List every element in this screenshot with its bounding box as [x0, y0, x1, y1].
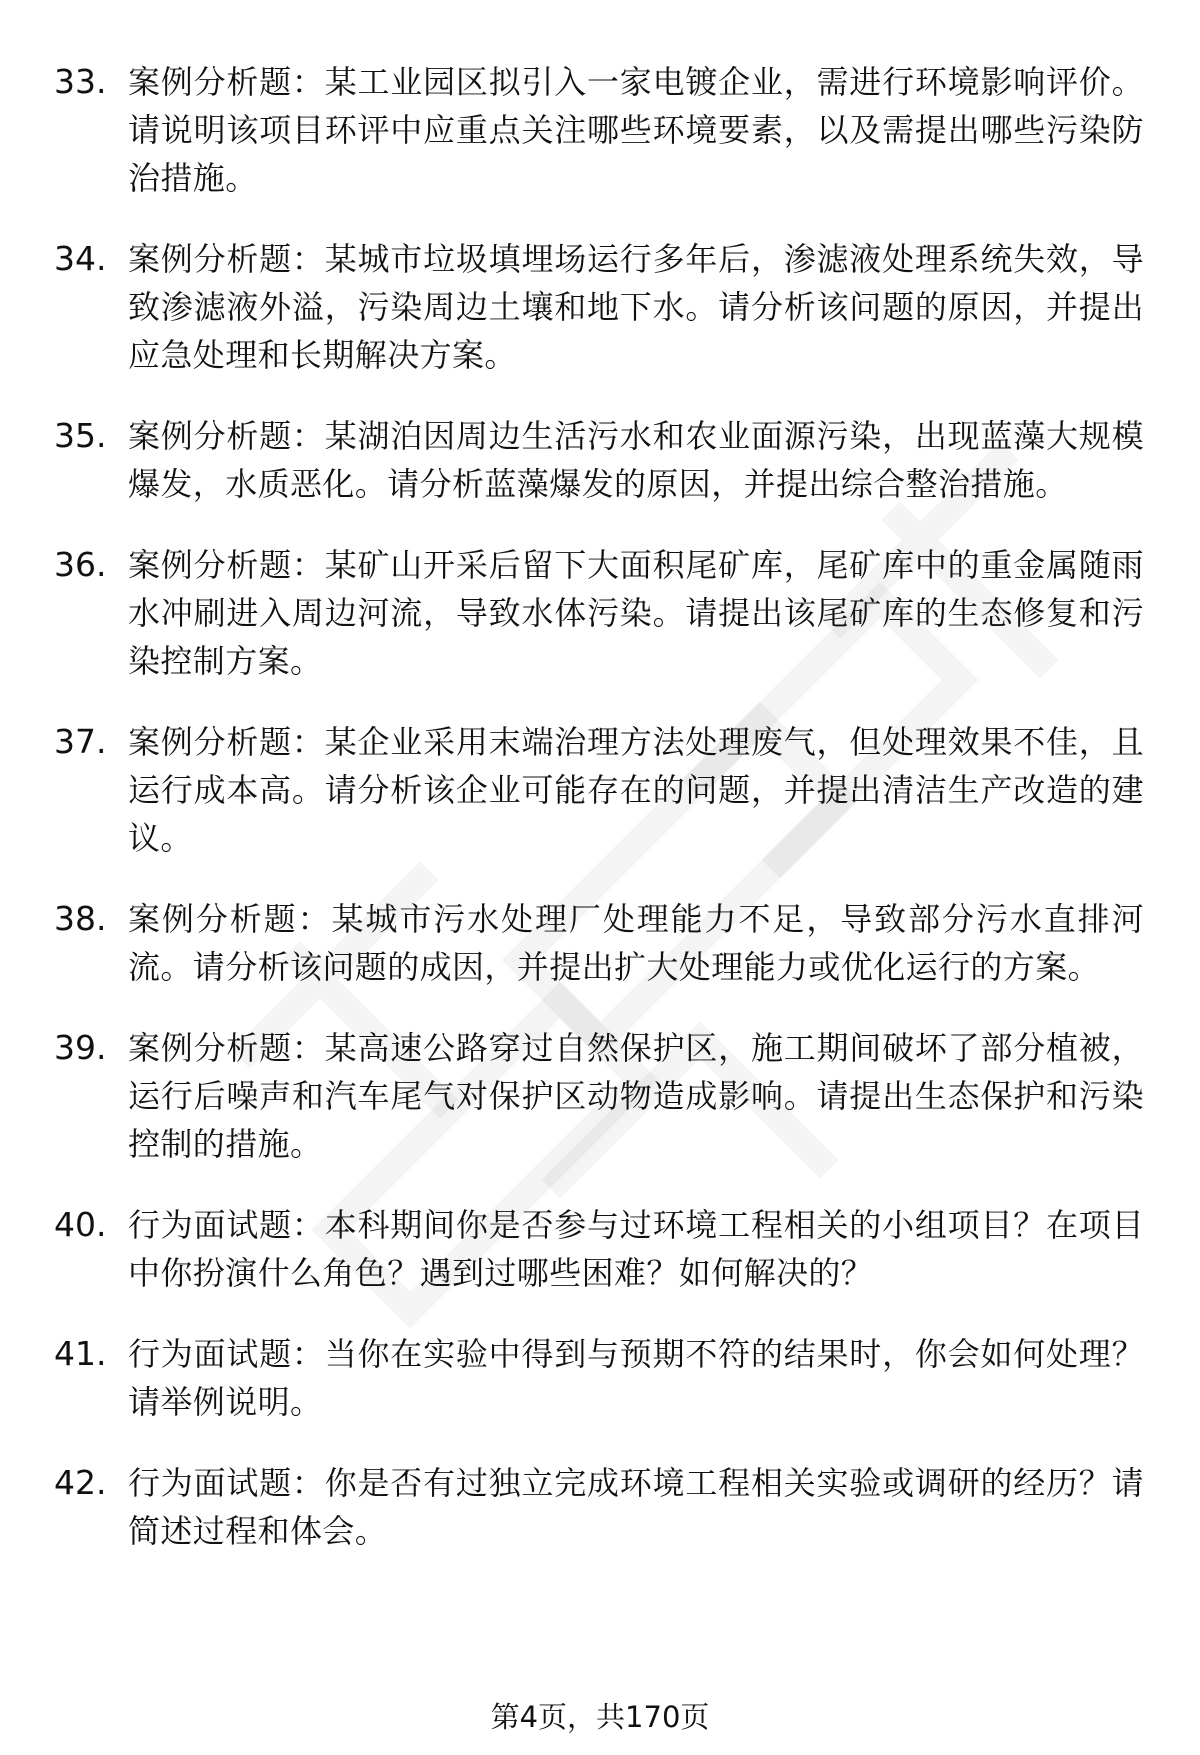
question-item — [54, 718, 1144, 862]
question-text: 案例分析题：某矿山开采后留下大面积尾矿库，尾矿库中的重金属随雨水冲刷进入周边河流，导致水体污染。请提出该尾矿库的生态修复和污染控制方案。 — [128, 546, 1144, 680]
question-item — [54, 235, 1144, 379]
question-number: 40. — [54, 1205, 107, 1244]
question-number: 37. — [54, 722, 107, 761]
question-text: 行为面试题：本科期间你是否参与过环境工程相关的小组项目？在项目中你扮演什么角色？遇到过哪些困难？如何解决的？ — [128, 1206, 1144, 1292]
question-number: 38. — [54, 899, 107, 938]
question-number: 34. — [54, 239, 107, 278]
question-number: 42. — [54, 1463, 107, 1502]
question-text: 行为面试题：当你在实验中得到与预期不符的结果时，你会如何处理？请举例说明。 — [128, 1335, 1144, 1421]
question-item — [54, 1459, 1144, 1555]
question-item — [54, 1201, 1144, 1297]
question-number: 36. — [54, 545, 107, 584]
question-number: 35. — [54, 416, 107, 455]
question-text: 案例分析题：某湖泊因周边生活污水和农业面源污染，出现蓝藻大规模爆发，水质恶化。请分析蓝藻爆发的原因，并提出综合整治措施。 — [128, 417, 1144, 503]
question-text: 案例分析题：某企业采用末端治理方法处理废气，但处理效果不佳，且运行成本高。请分析该企业可能存在的问题，并提出清洁生产改造的建议。 — [128, 723, 1144, 857]
question-number: 33. — [54, 62, 107, 101]
question-item — [54, 412, 1144, 508]
page-number-label: 第4页，共170页 — [490, 1700, 710, 1734]
question-text: 案例分析题：某城市垃圾填埋场运行多年后，渗滤液处理系统失效，导致渗滤液外溢，污染周边土壤和地下水。请分析该问题的原因，并提出应急处理和长期解决方案。 — [128, 240, 1144, 374]
question-item — [54, 541, 1144, 685]
question-text: 案例分析题：某城市污水处理厂处理能力不足，导致部分污水直排河流。请分析该问题的成因，并提出扩大处理能力或优化运行的方案。 — [128, 900, 1144, 986]
question-text: 案例分析题：某工业园区拟引入一家电镀企业，需进行环境影响评价。请说明该项目环评中应重点关注哪些环境要素，以及需提出哪些污染防治措施。 — [128, 63, 1144, 197]
question-number: 41. — [54, 1334, 107, 1373]
question-text: 案例分析题：某高速公路穿过自然保护区，施工期间破坏了部分植被，运行后噪声和汽车尾气对保护区动物造成影响。请提出生态保护和污染控制的措施。 — [128, 1029, 1144, 1163]
question-item — [54, 895, 1144, 991]
question-item — [54, 58, 1144, 202]
question-list — [54, 58, 1144, 1588]
page-footer — [0, 1697, 1200, 1737]
question-number: 39. — [54, 1028, 107, 1067]
question-item — [54, 1330, 1144, 1426]
question-item — [54, 1024, 1144, 1168]
question-text: 行为面试题：你是否有过独立完成环境工程相关实验或调研的经历？请简述过程和体会。 — [128, 1464, 1144, 1550]
